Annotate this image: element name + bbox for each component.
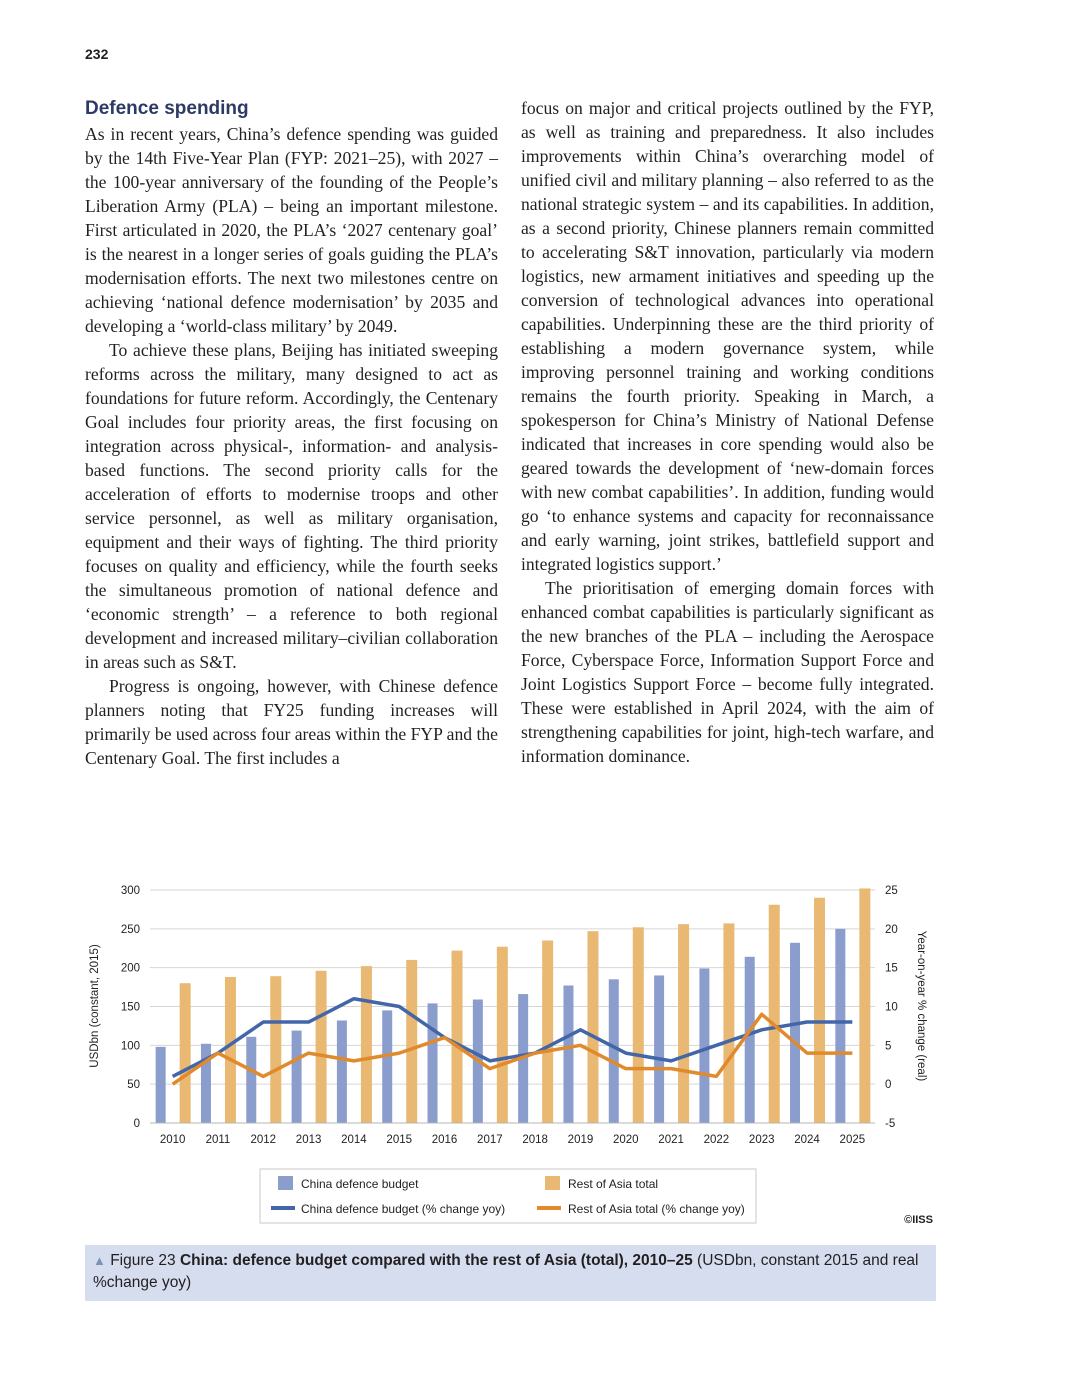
x-tick-label: 2010 (159, 1134, 186, 1146)
asia-total-bar (769, 905, 780, 1123)
china-budget-bar (337, 1020, 347, 1123)
x-tick-label: 2018 (522, 1134, 548, 1146)
gridlines (150, 890, 875, 1084)
figure-chart (80, 872, 960, 1237)
legend-swatch-asia-total (545, 1176, 560, 1190)
china-budget-bar (835, 929, 845, 1123)
asia-total-bar (633, 927, 644, 1123)
asia-total-bar (316, 971, 327, 1123)
triangle-icon: ▲ (93, 1253, 106, 1268)
y-tick-label: 0 (133, 1118, 140, 1130)
chart-credit: ©IISS (904, 1214, 933, 1226)
legend-label: Rest of Asia total (568, 1177, 659, 1191)
x-tick-label: 2012 (250, 1134, 277, 1146)
y2-tick-label: -5 (885, 1118, 896, 1130)
china-budget-bar (790, 943, 800, 1123)
y-axis-title: USDbn (constant, 2015) (89, 944, 101, 1068)
y-tick-label: 250 (120, 923, 140, 936)
x-tick-label: 2015 (386, 1134, 413, 1146)
paragraph: focus on major and critical projects outlined by the FYP, as well as training and preparedness. It also includes improvements within China’s overarching model of unified civil and military planning – also referred to as the national strategic system – and its capabilities. In addition, as a second priority, Chinese planners remain committed to accelerating S&T innovation, particularly via modern logistics, new armament initiatives and speeding up the conversion of technological advances into operational capabilities. Underpinning these are the third priority of establishing a modern governance system, while improving personnel training and working conditions remains the fourth priority. Speaking in March, a spokesperson for China’s Ministry of National Defense indicated that increases in core spending would also be geared towards the development of ‘new-domain forces with new combat capabilities’. In addition, funding would go ‘to enhance systems and capacity for reconnaissance and early warning, joint strikes, battlefield support and integrated logistics support.’ (521, 98, 934, 574)
y-tick-label: 200 (120, 962, 140, 975)
y2-tick-label: 5 (885, 1040, 892, 1053)
x-tick-label: 2013 (295, 1134, 322, 1146)
axes (121, 885, 898, 1146)
caption-prefix: Figure 23 (110, 1252, 180, 1269)
china-budget-bar (428, 1003, 438, 1123)
y2-tick-label: 15 (885, 962, 898, 975)
x-tick-label: 2021 (658, 1134, 684, 1146)
y2-tick-label: 20 (885, 923, 898, 936)
china-budget-bar (745, 957, 755, 1123)
right-text-column (521, 96, 934, 768)
asia-total-bar (270, 976, 281, 1123)
china-budget-bar (292, 1031, 302, 1123)
y2-tick-label: 0 (885, 1079, 892, 1092)
china-budget-bar (563, 986, 573, 1123)
caption-rest: (USDbn, constant 2015 and real %change yoy) (93, 1252, 919, 1291)
x-tick-label: 2017 (477, 1134, 503, 1146)
bars (156, 888, 871, 1123)
asia-total-bar (225, 977, 236, 1123)
asia-total-bar (678, 924, 689, 1123)
section-heading: Defence spending (85, 98, 249, 119)
legend (260, 1169, 756, 1223)
x-tick-label: 2011 (205, 1134, 231, 1146)
paragraph: Progress is ongoing, however, with Chinese defence planners noting that FY25 funding increases will primarily be used across four areas within the FYP and the Centenary Goal. The first includes a (85, 676, 498, 768)
caption-title: China: defence budget compared with the rest of Asia (total), 2010–25 (179, 1252, 693, 1269)
asia-total-bar (587, 931, 598, 1123)
asia-total-bar (452, 951, 463, 1123)
y-tick-label: 50 (127, 1079, 140, 1092)
x-tick-label: 2025 (839, 1134, 866, 1146)
x-tick-label: 2020 (612, 1134, 639, 1146)
page-number: 232 (85, 46, 109, 62)
x-tick-label: 2019 (567, 1134, 594, 1146)
y-tick-label: 150 (120, 1001, 140, 1014)
asia-total-bar (723, 923, 734, 1123)
figure-caption (85, 1245, 936, 1301)
asia-total-bar (542, 940, 553, 1123)
china-budget-bar (382, 1010, 392, 1123)
asia-total-bar (180, 983, 191, 1123)
paragraph: The prioritisation of emerging domain forces with enhanced combat capabilities is particularly significant as the new branches of the PLA – including the Aerospace Force, Cyberspace Force, Information Support Force and Joint Logistics Support Force – become fully integrated. These were established in April 2024, with the aim of strengthening capabilities for joint, high-tech warfare, and information dominance. (521, 578, 934, 766)
x-tick-label: 2024 (794, 1134, 820, 1146)
asia-total-bar (859, 888, 870, 1123)
chart-svg (80, 872, 960, 1232)
asia-total-bar (814, 898, 825, 1123)
x-tick-label: 2016 (431, 1134, 458, 1146)
asia-total-bar (406, 960, 417, 1123)
legend-swatch-china-budget (278, 1176, 293, 1190)
asia-total-bar (361, 966, 372, 1123)
y-tick-label: 100 (120, 1040, 140, 1053)
china-budget-bar (654, 975, 664, 1123)
china-budget-bar (246, 1037, 256, 1123)
y2-tick-label: 25 (885, 885, 898, 897)
y-tick-label: 300 (120, 885, 140, 897)
paragraph: To achieve these plans, Beijing has initiated sweeping reforms across the military, many designed to act as foundations for future reform. Accordingly, the Centenary Goal includes four priority areas, the first focusing on integration across physical-, information- and analysis-based functions. The second priority calls for the acceleration of efforts to modernise troops and other service personnel, as well as military organisation, equipment and their ways of fighting. The third priority focuses on quality and efficiency, while the fourth seeks the simultaneous promotion of national defence and ‘economic strength’ – a reference to both regional development and increased military–civilian collaboration in areas such as S&T. (85, 340, 498, 672)
x-tick-label: 2022 (703, 1134, 730, 1146)
legend-label: China defence budget (301, 1177, 419, 1191)
china-budget-bar (156, 1047, 166, 1123)
y2-axis-title: Year-on-year % change (real) (915, 930, 927, 1082)
x-tick-label: 2014 (341, 1134, 367, 1146)
legend-label: Rest of Asia total (% change yoy) (568, 1202, 745, 1216)
legend-label: China defence budget (% change yoy) (301, 1202, 506, 1216)
asia-total-bar (497, 947, 508, 1123)
left-text-column (85, 96, 498, 770)
x-tick-label: 2023 (748, 1134, 775, 1146)
china-budget-bar (699, 968, 709, 1123)
paragraph: As in recent years, China’s defence spending was guided by the 14th Five-Year Plan (FYP: 2021–25), with 2027 – the 100-year anniversary of the founding of the People’s Liberation Army (PLA) – being an important milestone. First articulated in 2020, the PLA’s ‘2027 centenary goal’ is the nearest in a longer series of goals guiding the PLA’s modernisation efforts. The next two milestones centre on achieving ‘national defence modernisation’ by 2035 and developing a ‘world-class military’ by 2049. (85, 124, 498, 336)
y2-tick-label: 10 (885, 1001, 898, 1014)
china-budget-bar (609, 979, 619, 1123)
